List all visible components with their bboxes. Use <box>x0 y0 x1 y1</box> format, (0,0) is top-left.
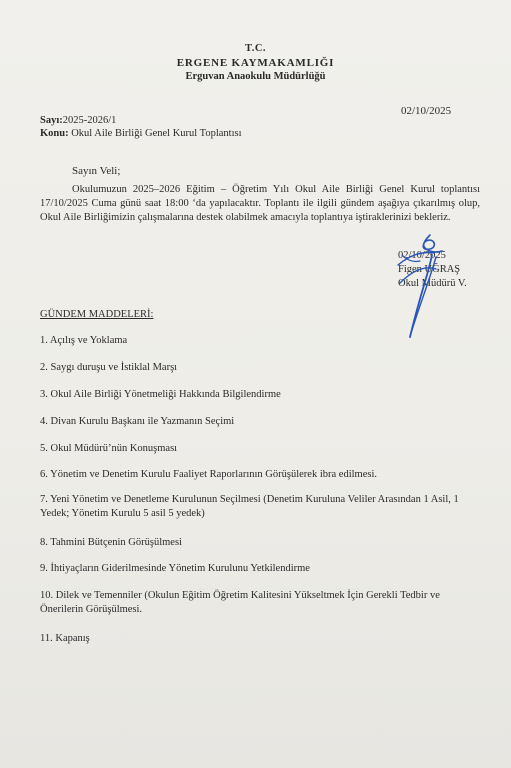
sayi-label: Sayı: <box>40 115 63 126</box>
konu-label: Konu: <box>40 128 69 139</box>
agenda-item: 3. Okul Aile Birliği Yönetmeliği Hakkında Bilgilendirme <box>40 389 281 400</box>
salutation: Sayın Veli; <box>72 165 121 177</box>
agenda-item: 1. Açılış ve Yoklama <box>40 335 128 346</box>
agenda-item: 7. Yeni Yönetim ve Denetleme Kurulunun Seçilmesi (Denetim Kuruluna Veliler Arasından 1 Asil, 1 Yedek; Yönetim Kurulu 5 asil 5 yedek) <box>40 494 459 519</box>
document-date: 02/10/2025 <box>401 105 452 117</box>
header-authority: ERGENE KAYMAKAMLIĞI <box>176 57 335 69</box>
signature-title: Okul Müdürü V. <box>398 278 467 289</box>
agenda-item: 2. Saygı duruşu ve İstiklal Marşı <box>40 362 178 373</box>
sayi-value: 2025-2026/1 <box>62 115 117 126</box>
signature-date: 02/10/2025 <box>398 250 446 261</box>
agenda-item: 8. Tahmini Bütçenin Görüşülmesi <box>40 537 182 548</box>
agenda-item: 4. Divan Kurulu Başkanı ile Yazmanın Seçimi <box>40 416 235 427</box>
reference-number <box>40 115 116 126</box>
agenda-item: 6. Yönetim ve Denetim Kurulu Faaliyet Raporlarının Görüşülerek ibra edilmesi. <box>40 469 377 480</box>
konu-value: Okul Aile Birliği Genel Kurul Toplantısı <box>68 128 242 139</box>
header-institution: Erguvan Anaokulu Müdürlüğü <box>185 71 326 82</box>
agenda-item: 11. Kapanış <box>40 633 90 644</box>
signature-name: Figen UĞRAŞ <box>398 264 461 275</box>
body-text: Okulumuzun 2025–2026 Eğitim – Öğretim Yılı Okul Aile Birliği Genel Kurul toplantısı 17/10/2025 Cuma günü saat 18:00 ‘da yapılacaktır. Toplantı ile ilgili gündem aşağıya çıkarılmış olup, Okul Aile Birliğimizin çalışmalarına destek olabilmek amacıyla toplantıya iştiraklerinizi bekleriz. <box>40 184 480 223</box>
body-paragraph <box>40 183 480 225</box>
agenda-item: 5. Okul Müdürü’nün Konuşması <box>40 443 178 454</box>
header-country: T.C. <box>244 43 267 54</box>
handwritten-signature <box>390 225 480 345</box>
agenda-title: GÜNDEM MADDELERİ: <box>40 309 154 320</box>
agenda-item: 9. İhtiyaçların Giderilmesinde Yönetim Kurulunu Yetkilendirme <box>40 563 310 574</box>
subject-line <box>40 128 242 139</box>
agenda-item: 10. Dilek ve Temenniler (Okulun Eğitim Öğretim Kalitesini Yükseltmek İçin Gerekli Tedbir ve Önerilerin Görüşülmesi. <box>40 590 440 615</box>
